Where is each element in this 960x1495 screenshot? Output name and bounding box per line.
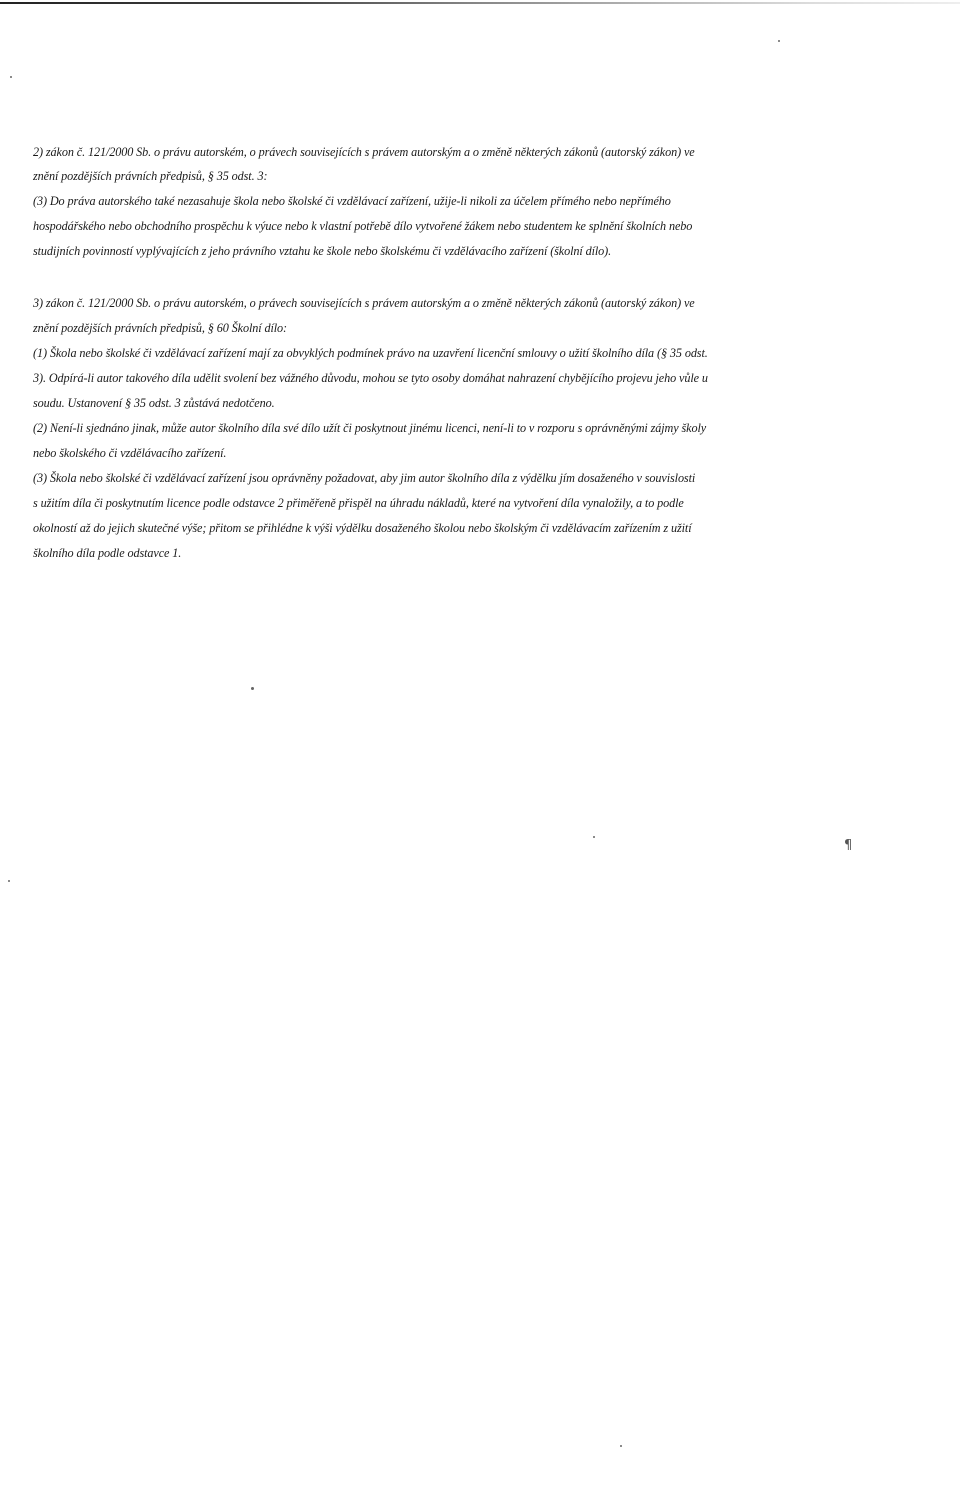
text-line: (3) Do práva autorského také nezasahuje škola nebo školské či vzdělávací zařízení, užije-li nikoli za účelem přímého nebo nepřímého bbox=[33, 194, 671, 208]
scan-speck bbox=[620, 1445, 622, 1447]
text-line: školního díla podle odstavce 1. bbox=[33, 546, 182, 560]
text-line: 3). Odpírá-li autor takového díla udělit svolení bez vážného důvodu, mohou se tyto osoby domáhat nahrazení chybějícího projevu jeho vůle u bbox=[33, 371, 708, 385]
scan-speck bbox=[8, 880, 10, 882]
text-line: znění pozdějších právních předpisů, § 35 odst. 3: bbox=[33, 169, 268, 183]
text-line: soudu. Ustanovení § 35 odst. 3 zůstává nedotčeno. bbox=[33, 396, 275, 410]
scan-speck bbox=[593, 836, 595, 838]
margin-mark: ¶ bbox=[844, 838, 853, 853]
text-line: (2) Není-li sjednáno jinak, může autor školního díla své dílo užít či poskytnout jinému licenci, není-li to v rozporu s oprávněnými zájmy školy bbox=[33, 421, 707, 435]
text-line: nebo školského či vzdělávacího zařízení. bbox=[33, 446, 227, 460]
text-line: s užitím díla či poskytnutím licence podle odstavce 2 přiměřeně přispěl na úhradu nákladů, které na vytvoření díla vynaložily, a to podle bbox=[33, 496, 684, 510]
scan-edge-line bbox=[0, 2, 960, 4]
text-line: znění pozdějších právních předpisů, § 60 Školní dílo: bbox=[33, 321, 287, 335]
text-line: okolností až do jejich skutečné výše; přitom se přihlédne k výši výdělku dosaženého školou nebo školským či vzdělávacím zařízením z užití bbox=[33, 521, 692, 535]
text-line: 3) zákon č. 121/2000 Sb. o právu autorském, o právech souvisejících s právem autorským a o změně některých zákonů (autorský zákon) ve bbox=[33, 296, 695, 310]
text-line: (1) Škola nebo školské či vzdělávací zařízení mají za obvyklých podmínek právo na uzavření licenční smlouvy o užití školního díla (§ 35 odst. bbox=[33, 346, 708, 360]
text-line: hospodářského nebo obchodního prospěchu k výuce nebo k vlastní potřebě dílo vytvořené žákem nebo studentem ke splnění školních nebo bbox=[33, 219, 693, 233]
text-line: 2) zákon č. 121/2000 Sb. o právu autorském, o právech souvisejících s právem autorským a o změně některých zákonů (autorský zákon) ve bbox=[33, 145, 695, 159]
text-line: (3) Škola nebo školské či vzdělávací zařízení jsou oprávněny požadovat, aby jim autor školního díla z výdělku jím dosaženého v souvislosti bbox=[33, 471, 696, 485]
scan-speck bbox=[10, 76, 12, 78]
text-line: studijních povinností vyplývajících z jeho právního vztahu ke škole nebo školskému či vzdělávacího zařízení (školní dílo). bbox=[33, 244, 612, 258]
scan-speck bbox=[251, 687, 254, 690]
scan-speck bbox=[778, 40, 780, 42]
